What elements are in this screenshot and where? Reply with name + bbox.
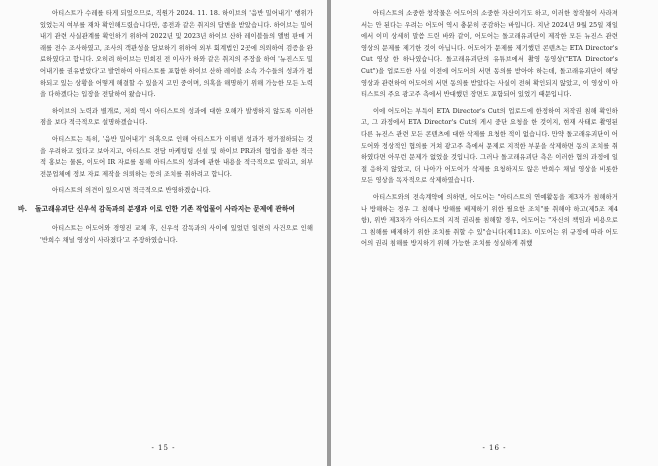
- body-paragraph: 아티스트의 소중한 창작물은 어도어의 소중한 자산이기도 하고, 이러한 창작물이 사라져서는 안 된다는 우려는 어도어 역시 충분히 공감하는 바입니다. 지난 2024년 9월 25일 재일에서 이미 상세히 말씀 드린 바와 같이, 어도어는 돌고래유괴단이 제작한 모든 뉴진스 관련 영상의 문제를 제기한 것이 아닙니다. 어도어가 문제를 제기했던 콘텐츠는 ETA Director's Cut 영상 한 하나였습니다. 돌고래유괴단의 유튜브에서 촬영 동영상("ETA Director's Cut")을 업로드한 사실 이전에 어도어의 서면 동의를 받아야 하는데, 돌고래유괴단이 해당 영상과 관련하여 어도어의 서면 동의를 받았다는 사실이 전혀 확인되지 않았고, 이 영상이 아티스트의 주요 광고주 측에서 반대했던 장면도 포함되어 있었기 때문입니다.: [361, 10, 618, 99]
- page-number: - 16 -: [482, 444, 507, 452]
- body-paragraph: 아티스트는 어도어와 경영진 교체 후, 신우석 감독과의 사이에 있었던 일련의 사건으로 인해 '반희수 채널 영상이 사라졌다'고 주장하였습니다.: [40, 224, 313, 244]
- section-title: 돌고래유괴단 신우석 감독과의 분쟁과 이로 인한 기존 작업물이 사라지는 문제에 관하여: [34, 204, 295, 213]
- body-paragraph: 아티스트가 수레를 타게 되었으므로, 직원가 2024. 11. 18. 하이브의 '음반 밀어내기' 행위가 있었는지 여부를 재차 확인해드렸습니다만, 종전과 같은 취지의 답변을 받았습니다. 하이브는 밀어내기 관련 사실관계를 확인하기 위하여 2022년 및 2023년 하이브 산하 레이블들의 앨범 판매 거래를 전수 조사하였고, 조사의 객관성을 담보하기 위하여 외부 회계법인 2곳에 의뢰하여 검증을 완료하였다고 합니다. 오히려 하이브는 민희진 전 이사가 하와 같은 취지의 주장을 하여 '뉴진스도 밀어내기를 권유받았다'고 발언하여 아티스트를 포함한 하이브 산하 레이블 소속 가수들의 성과가 폄하되고 있는 상황을 어떻게 해결할 수 있을지 고민 중이며, 의혹을 해명하기 위해 가능한 모든 노력을 다하겠다는 입장을 전달하여 왔습니다.: [40, 10, 313, 99]
- body-paragraph: 아티스트의 의견이 있으시면 적극적으로 반영하겠습니다.: [52, 187, 211, 195]
- page-15: [0, 0, 327, 466]
- body-paragraph: 이에 어도어는 부득이 ETA Director's Cut의 업로드에 한정하여 저작권 침해 확인하고, 그 과정에서 ETA Director's Cut의 게시 중단 요청을 한 것이지, 현재 사태로 촬영된 다른 뉴진스 관련 모든 콘텐츠에 대한 삭제를 요청한 적이 없습니다. 만약 돌고래유괴단이 어도어와 정상적인 협의를 거쳐 광고주 측에서 문제로 지적한 부분을 삭제하면 동의 조치를 취하였다면 아무런 문제가 없었을 것입니다. 그러나 돌고래유괴단 측은 이러한 협의 과정에 일절 응하지 않았고, 더 나아가 어도어가 삭제를 요청하지도 않은 반희수 채널 영상을 비롯한 모든 영상을 독자적으로 삭제하였습니다.: [361, 107, 618, 185]
- body-paragraph: 아티스트와의 전속계약에 의하면, 어도어는 "아티스트의 연예활동을 제3자가 침해하거나 방해하는 경우 그 침해나 방해를 배제하기 위한 필요한 조치"를 취해야 하고(제5조 제4항), 위반 제3자가 아티스트의 지적 권리를 침해할 경우, 어도어는 "자신의 책임과 비용으로 그 침해를 배제하기 위한 조치를 취할 수 있"습니다(제11조). 이도어는 위 규정에 따라 어도어의 권리 침해를 방지하기 위해 가능한 조치를 성실하게 취했: [361, 193, 618, 248]
- body-paragraph: 아티스트는 특히, '음반 밀어내기' 의혹으로 인해 아티스트가 이뤄낸 성과가 평가절하되는 것을 우려하고 있다고 보아지고, 아티스트 전담 마케팅팀 신설 및 하이브 PR과의 협업을 통한 적극적 홍보는 물론, 이도어 IR 자료를 통해 아티스트의 성과에 관한 내용을 적극적으로 알리고, 외부 전문업체에 정보 자료 제작을 의뢰하는 등의 조치를 취하려고 합니다.: [40, 135, 313, 178]
- section-number: 바.: [18, 204, 27, 213]
- section-heading: [18, 203, 313, 215]
- page-16: [331, 0, 658, 466]
- page-number: - 15 -: [151, 444, 176, 452]
- body-paragraph: 하이브의 노력과 별개로, 저희 역시 아티스트의 성과에 대한 오해가 발생하지 않도록 이러한 점을 보다 적극적으로 설명하겠습니다.: [40, 107, 313, 127]
